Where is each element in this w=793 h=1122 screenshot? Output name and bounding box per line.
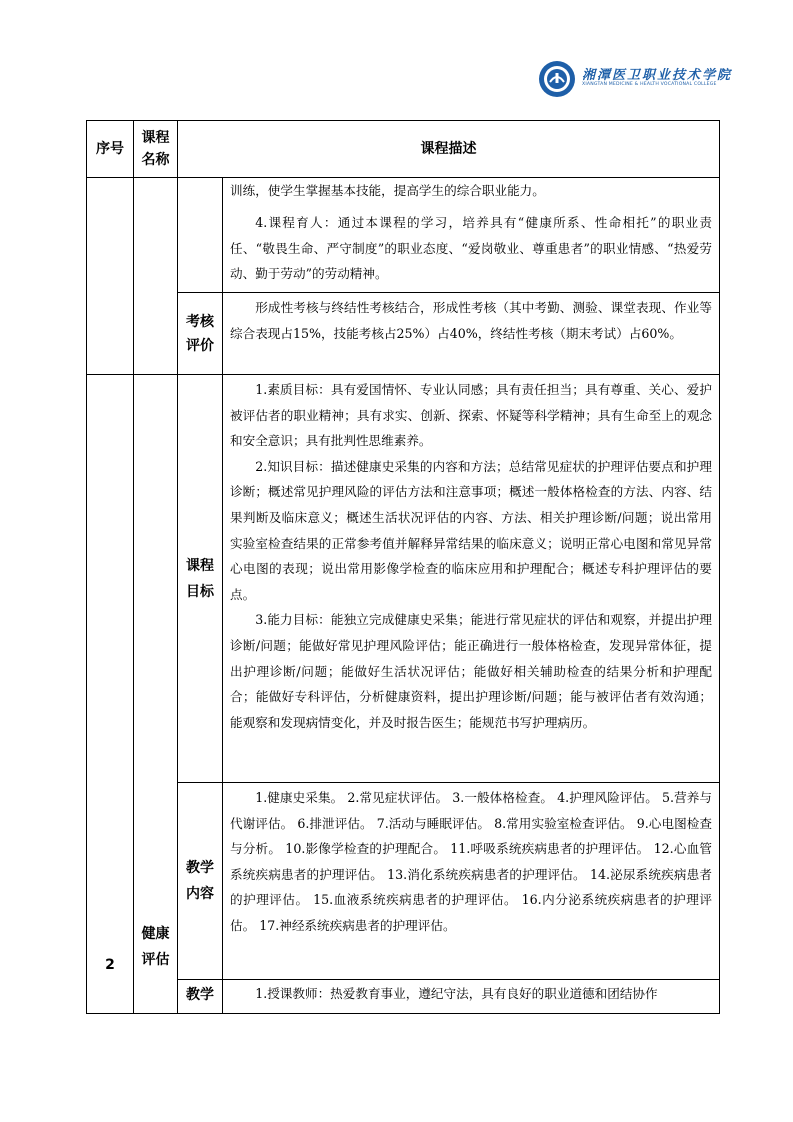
goals-cell xyxy=(223,375,720,783)
college-name-english: XIANGTAN MEDICINE & HEALTH VOCATIONAL COLLEGE xyxy=(582,82,717,87)
college-name: 湘潭医卫职业技术学院 xyxy=(582,68,733,83)
goal-ability: 3.能力目标：能独立完成健康史采集；能进行常见症状的评估和观察，并提出护理诊断/问题；能做好常见护理风险评估；能正确进行一般体格检查，发现异常体征，提出护理诊断/问题；能做好生活状况评估；能做好相关辅助检查的结果分析和护理配合；能做好专科评估，分析健康资料，提出护理诊断/问题；能与被评估者有效沟通；能观察和发现病情变化，并及时报告医生；能规范书写护理病历。 xyxy=(230,612,712,730)
teach-paragraph: 1.授课教师：热爱教育事业，遵纪守法，具有良好的职业道德和团结协作 xyxy=(255,986,658,1001)
header-number: 序号 xyxy=(87,121,134,178)
assess-paragraph: 形成性考核与终结性考核结合，形成性考核（其中考勤、测验、课堂表现、作业等综合表现占15%，技能考核占25%）占40%，终结性考核（期末考试）占60%。 xyxy=(230,300,712,341)
assess-label: 考核评价 xyxy=(186,313,214,354)
table-header-row xyxy=(87,121,720,178)
goal-knowledge: 2.知识目标：描述健康史采集的内容和方法；总结常见症状的护理评估要点和护理诊断；概述常见护理风险的评估方法和注意事项；概述一般体格检查的方法、内容、结果判断及临床意义；概述生活状况评估的内容、方法、相关护理诊断/问题；说出常用实验室检查结果的正常参考值并解释异常结果的临床意义；说明正常心电图和常见异常心电图的表现；说出常用影像学检查的临床应用和护理配合；概述专科护理评估的要点。 xyxy=(230,458,712,602)
goal-quality: 1.素质目标：具有爱国情怀、专业认同感；具有责任担当；具有尊重、关心、爱护被评估者的职业精神；具有求实、创新、探索、怀疑等科学精神；具有生命至上的观念和安全意识；具有批判性思维素养。 xyxy=(230,382,712,449)
goals-label: 课程目标 xyxy=(186,557,214,600)
content-paragraph: 1.健康史采集。 2.常见症状评估。 3.一般体格检查。 4.护理风险评估。 5.营养与代谢评估。 6.排泄评估。 7.活动与睡眠评估。 8.常用实验室检查评估。 9.心电图检查与分析。 10.影像学检查的护理配合。 11.呼吸系统疾病患者的护理评估。 12.心血管系统疾病患者的护理评估。 13.消化系统疾病患者的护理评估。 14.泌尿系统疾病患者的护理评估。 15.血液系统疾病患者的护理评估。 16.内分泌系统疾病患者的护理评估。 17.神经系统疾病患者的护理评估。 xyxy=(230,790,712,933)
table-row xyxy=(87,980,720,1014)
content-cell xyxy=(223,783,720,980)
prev-number-cell xyxy=(87,178,134,375)
header-description: 课程描述 xyxy=(178,121,720,178)
course-name-cell xyxy=(134,375,178,1014)
course-name: 健康评估 xyxy=(141,926,170,968)
table-row xyxy=(87,178,720,293)
course-number: 2 xyxy=(87,375,134,1014)
table-row xyxy=(87,375,720,783)
education-paragraph: 4.课程育人：通过本课程的学习，培养具有“健康所系、性命相托”的职业责任、“敬畏生命、严守制度”的职业态度、“爱岗敬业、尊重患者”的职业情感、“热爱劳动、勤于劳动”的劳动精神。 xyxy=(230,215,712,282)
header-course-name xyxy=(134,121,178,178)
content-label: 教学内容 xyxy=(186,860,214,902)
teach-cell xyxy=(223,980,720,1014)
college-logo xyxy=(538,60,768,104)
content-label-cell xyxy=(178,783,223,980)
college-seal-icon xyxy=(538,60,576,98)
training-paragraph: 训练，使学生掌握基本技能，提高学生的综合职业能力。 xyxy=(230,183,545,198)
prev-name-cell xyxy=(134,178,178,375)
teach-label: 教学 xyxy=(186,987,214,1003)
teach-label-cell xyxy=(178,980,223,1014)
prev-education-cell xyxy=(223,178,720,293)
assess-text-cell xyxy=(223,293,720,375)
goals-label-cell xyxy=(178,375,223,783)
table-row xyxy=(87,783,720,980)
prev-label-cell xyxy=(178,178,223,293)
table-row xyxy=(87,293,720,375)
assess-label-cell xyxy=(178,293,223,375)
header-course-name-label: 课程名称 xyxy=(141,130,170,168)
course-table xyxy=(86,120,720,1014)
